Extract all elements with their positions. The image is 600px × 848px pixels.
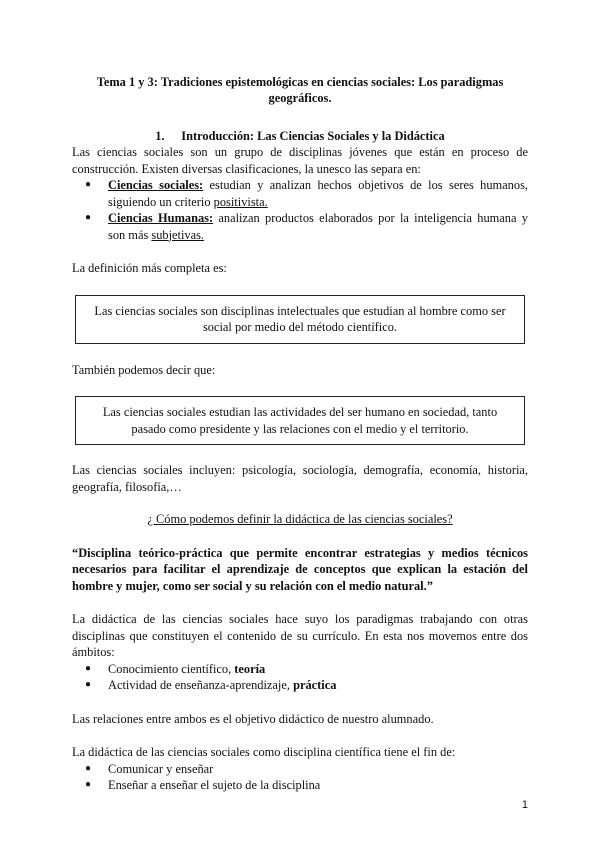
bullet-icon: ● (85, 679, 92, 690)
term-text: estudian y analizan hechos objetivos de los seres humanos, siguiendo un criterio (108, 178, 528, 209)
didactics-paragraph: La didáctica de las ciencias sociales hace suyo los paradigmas trabajando con otras disciplinas que constituyen el contenido de su currículo. En esta nos movemos entre dos ámbitos: (72, 612, 528, 659)
list-item (72, 761, 528, 778)
page-number: 1 (521, 799, 528, 811)
section-number: 1. (155, 129, 165, 143)
term: Ciencias Humanas: (108, 211, 214, 225)
term: Ciencias sociales: (108, 178, 204, 192)
definition-quote: “Disciplina teórico-práctica que permite encontrar estrategias y medios técnicos necesarios para facilitar el aprendizaje de conceptos que explican la estación del hombre y mujer, como ser social y su relación con el medio natural.” (72, 545, 528, 593)
list-item (72, 661, 528, 678)
also-box: Las ciencias sociales estudian las actividades del ser humano en sociedad, tanto pasado como presidente y las relaciones con el medio y el territorio. (75, 396, 525, 445)
bullet-icon: ● (85, 179, 92, 190)
intro-paragraph: Las ciencias sociales son un grupo de disciplinas jóvenes que están en proceso de construcción. Existen diversas clasificaciones, la unesco las separa en: (72, 145, 528, 176)
classification-list (72, 177, 528, 243)
term-emphasis: positivista. (213, 194, 268, 209)
also-intro: También podemos decir que: (72, 362, 216, 377)
purpose-text: Comunicar y enseñar (108, 761, 214, 776)
ambit-bold: teoría (234, 661, 266, 676)
bullet-icon: ● (85, 762, 92, 774)
list-item (72, 777, 528, 794)
list-item (72, 677, 528, 694)
section-title: Introducción: Las Ciencias Sociales y la Didáctica (181, 129, 445, 143)
bullet-icon: ● (85, 212, 92, 223)
section-heading (72, 128, 528, 144)
term-emphasis: subjetivas. (151, 227, 205, 242)
document-page (72, 74, 528, 794)
bullet-icon: ● (85, 779, 92, 790)
document-title: Tema 1 y 3: Tradiciones epistemológicas en ciencias sociales: Los paradigmas geográficos. (96, 75, 504, 105)
purpose-text: Enseñar a enseñar el sujeto de la disciplina (108, 778, 321, 792)
ambit-text: Conocimiento científico, (108, 661, 235, 676)
list-item (72, 210, 528, 243)
relations-paragraph: Las relaciones entre ambos es el objetivo didáctico de nuestro alumnado. (72, 711, 434, 726)
question-heading: ¿ Cómo podemos definir la didáctica de las ciencias sociales? (147, 512, 453, 526)
ambit-bold: práctica (293, 678, 337, 692)
ambits-list (72, 661, 528, 694)
ambit-text: Actividad de enseñanza-aprendizaje, (108, 678, 294, 692)
term-text: analizan productos elaborados por la inteligencia humana y son más (108, 211, 528, 242)
list-item (72, 177, 528, 210)
purposes-list (72, 761, 528, 794)
purpose-paragraph: La didáctica de las ciencias sociales como disciplina científica tiene el fin de: (72, 745, 456, 759)
includes-paragraph: Las ciencias sociales incluyen: psicología, sociología, demografía, economía, historia, geografía, filosofía,… (72, 463, 528, 494)
definition-box: Las ciencias sociales son disciplinas intelectuales que estudian al hombre como ser social por medio del método científico. (75, 295, 525, 344)
definition-intro: La definición más completa es: (72, 261, 227, 275)
bullet-icon: ● (85, 662, 92, 674)
